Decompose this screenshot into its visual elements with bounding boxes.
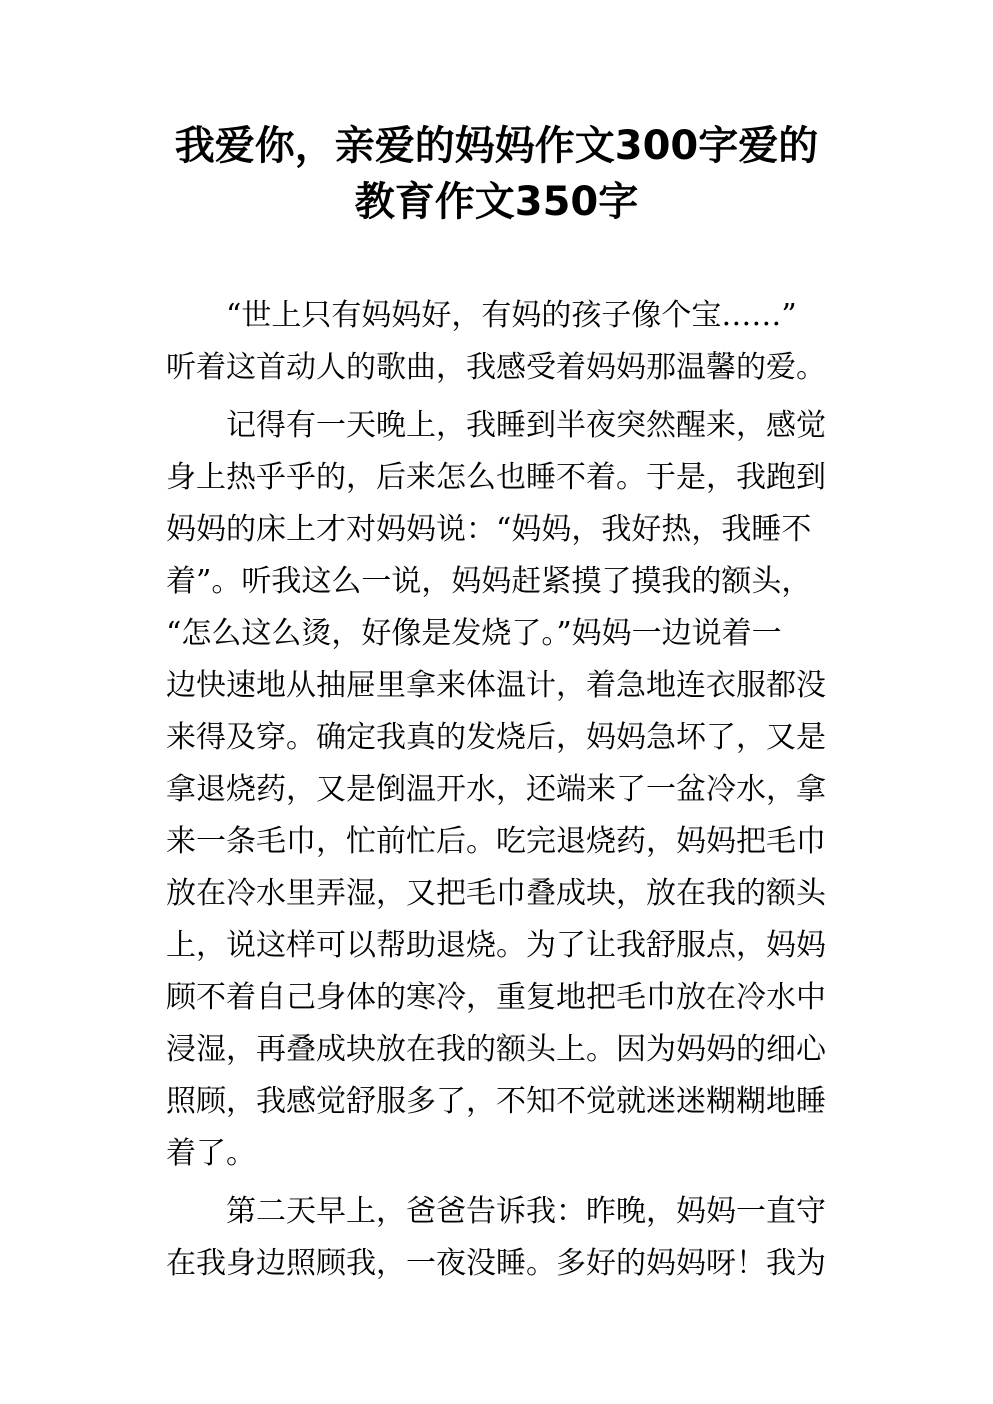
document-body xyxy=(166,290,828,1290)
paragraph-line: 上，说这样可以帮助退烧。为了让我舒服点，妈妈 xyxy=(166,928,826,963)
paragraph-line: “怎么这么烫，好像是发烧了。”妈妈一边说着一 xyxy=(166,616,782,651)
paragraph-line: 妈妈的床上才对妈妈说：“妈妈，我好热，我睡不 xyxy=(166,512,812,547)
paragraph-line: “世上只有妈妈好，有妈的孩子像个宝……” xyxy=(226,298,797,333)
paragraph-line: 身上热乎乎的，后来怎么也睡不着。于是，我跑到 xyxy=(166,460,826,495)
document-title xyxy=(120,118,873,230)
paragraph-line: 着”。听我这么一说，妈妈赶紧摸了摸我的额头， xyxy=(166,564,812,599)
title-line: 教育作文350字 xyxy=(354,179,639,225)
paragraph-line: 记得有一天晚上，我睡到半夜突然醒来，感觉 xyxy=(226,408,826,443)
paragraph-line: 听着这首动人的歌曲，我感受着妈妈那温馨的爱。 xyxy=(166,350,826,385)
paragraph-3 xyxy=(166,1186,828,1290)
paragraph-line: 在我身边照顾我，一夜没睡。多好的妈妈呀！我为 xyxy=(166,1246,826,1281)
paragraph-2 xyxy=(166,400,828,1180)
paragraph-line: 第二天早上，爸爸告诉我：昨晚，妈妈一直守 xyxy=(226,1194,826,1229)
paragraph-line: 浸湿，再叠成块放在我的额头上。因为妈妈的细心 xyxy=(166,1032,826,1067)
title-line: 我爱你，亲爱的妈妈作文300字爱的 xyxy=(174,123,819,169)
paragraph-line: 拿退烧药，又是倒温开水，还端来了一盆冷水，拿 xyxy=(166,772,826,807)
paragraph-1 xyxy=(166,290,828,394)
paragraph-line: 着了。 xyxy=(166,1136,256,1171)
paragraph-line: 来一条毛巾，忙前忙后。吃完退烧药，妈妈把毛巾 xyxy=(166,824,826,859)
paragraph-line: 来得及穿。确定我真的发烧后，妈妈急坏了，又是 xyxy=(166,720,826,755)
paragraph-line: 放在冷水里弄湿，又把毛巾叠成块，放在我的额头 xyxy=(166,876,826,911)
paragraph-line: 顾不着自己身体的寒冷，重复地把毛巾放在冷水中 xyxy=(166,980,826,1015)
paragraph-line: 照顾，我感觉舒服多了，不知不觉就迷迷糊糊地睡 xyxy=(166,1084,826,1119)
paragraph-line: 边快速地从抽屉里拿来体温计，着急地连衣服都没 xyxy=(166,668,826,703)
